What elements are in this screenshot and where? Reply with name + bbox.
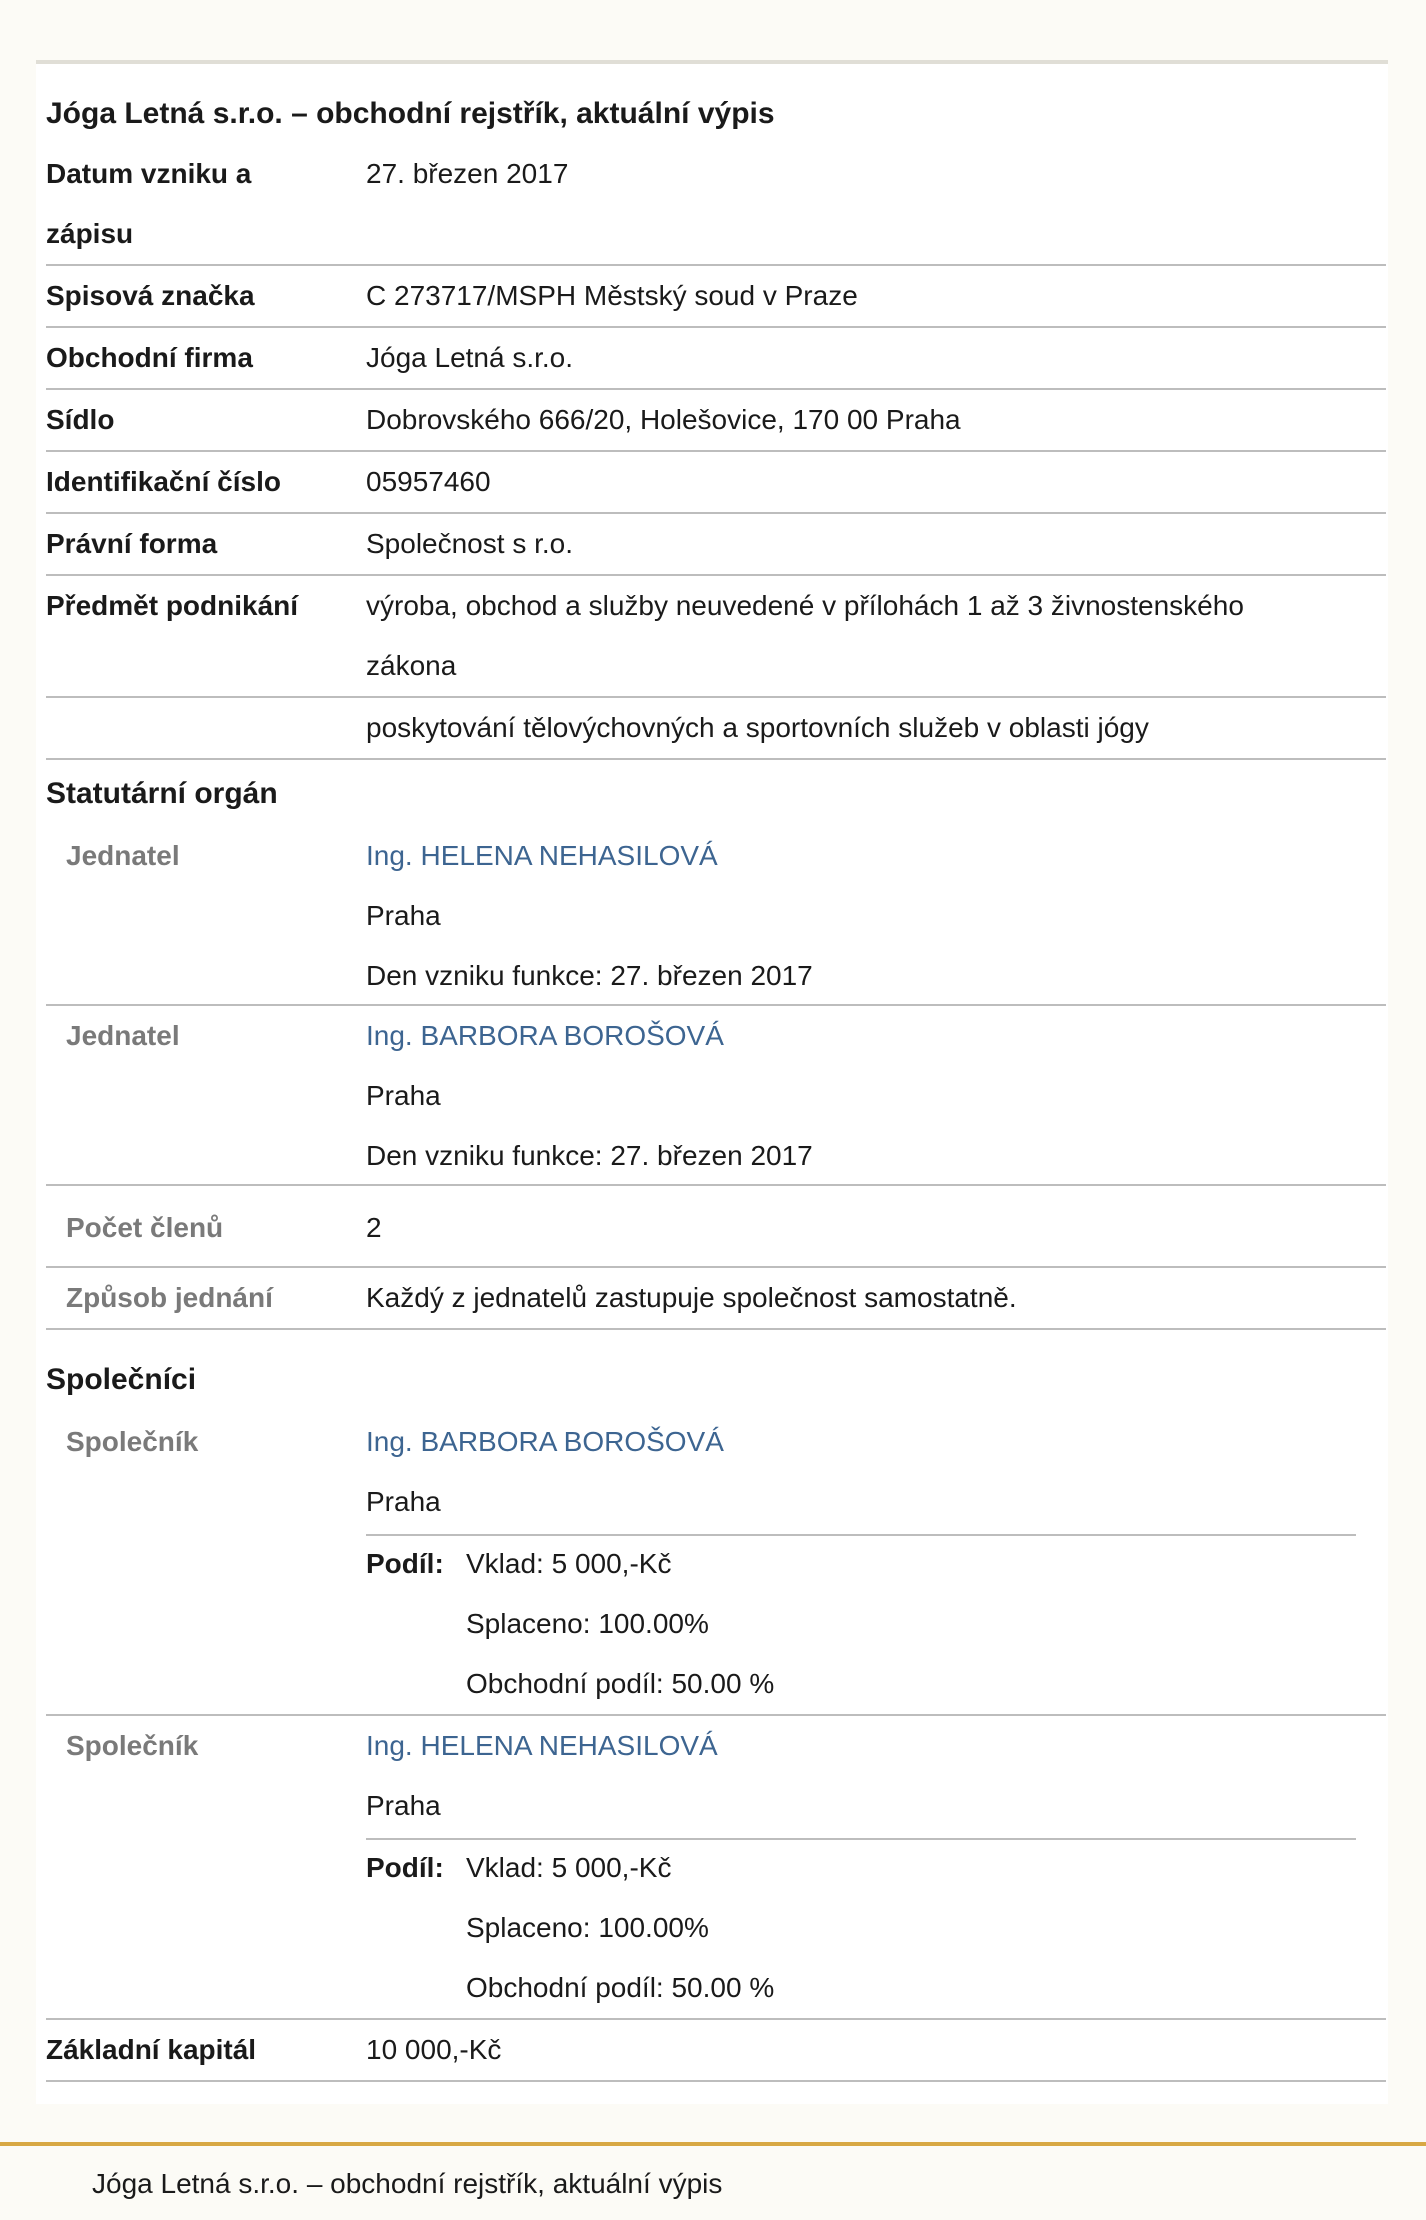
row-datum-vzniku (46, 144, 1386, 266)
row-zpusob-jednani (46, 1268, 1386, 1330)
podil-details (466, 1838, 774, 2018)
pocet-clenu-value: 2 (366, 1212, 382, 1243)
jednatel-name-link[interactable]: Ing. HELENA NEHASILOVÁ (366, 840, 718, 871)
row-predmet-2 (46, 698, 1386, 760)
spisova-znacka-label: Spisová značka (46, 280, 255, 311)
page-footer (0, 2142, 1426, 2220)
podil-label: Podíl: (366, 1548, 444, 1579)
predmet-value-2: poskytování tělovýchovných a sportovních služeb v oblasti jógy (366, 712, 1149, 743)
spolecnik-entry (46, 1716, 1386, 2020)
jednatel-city: Praha (366, 900, 441, 931)
vklad-value: Vklad: 5 000,-Kč (466, 1852, 672, 1883)
datum-vzniku-label-line-2: zápisu (46, 218, 134, 249)
jednatel-entry (46, 1006, 1386, 1186)
datum-vzniku-label-line-1: Datum vzniku a (46, 158, 252, 189)
basic-info-table (46, 144, 1386, 760)
footer-title: Jóga Letná s.r.o. – obchodní rejstřík, aktuální výpis (92, 2168, 723, 2199)
spolecnici-heading: Společníci (46, 1363, 197, 1396)
jednatel-entry (46, 826, 1386, 1006)
jednatel-since: Den vzniku funkce: 27. březen 2017 (366, 1140, 813, 1171)
spolecnik-details (366, 1716, 718, 1836)
sidlo-value: Dobrovského 666/20, Holešovice, 170 00 Praha (366, 404, 961, 435)
row-sidlo (46, 390, 1386, 452)
datum-vzniku-label (46, 144, 346, 264)
podil-label: Podíl: (366, 1852, 444, 1883)
vklad-value: Vklad: 5 000,-Kč (466, 1548, 672, 1579)
jednatel-since: Den vzniku funkce: 27. březen 2017 (366, 960, 813, 991)
pravni-forma-label: Právní forma (46, 528, 218, 559)
ico-value: 05957460 (366, 466, 491, 497)
jednatel-details (366, 1006, 813, 1186)
statutarni-heading: Statutární orgán (46, 777, 278, 810)
spisova-znacka-value: C 273717/MSPH Městský soud v Praze (366, 280, 858, 311)
obchodni-podil-value: Obchodní podíl: 50.00 % (466, 1972, 775, 2003)
predmet-value-1-line-1: výroba, obchod a služby neuvedené v přílohách 1 až 3 živnostenského (366, 590, 1244, 621)
register-extract (36, 64, 1388, 2104)
predmet-label: Předmět podnikání (46, 590, 299, 621)
zakladni-kapital-label: Základní kapitál (46, 2034, 257, 2065)
jednatel-details (366, 826, 813, 1006)
row-predmet-1 (46, 576, 1386, 698)
zpusob-jednani-label: Způsob jednání (66, 1282, 273, 1313)
obchodni-podil-value: Obchodní podíl: 50.00 % (466, 1668, 775, 1699)
pravni-forma-value: Společnost s r.o. (366, 528, 574, 559)
jednatel-name-link[interactable]: Ing. BARBORA BOROŠOVÁ (366, 1020, 724, 1051)
predmet-value-1 (366, 576, 1244, 696)
top-bar (36, 0, 1388, 64)
row-zakladni-kapital (46, 2020, 1386, 2082)
podil-details (466, 1534, 774, 1714)
jednatel-city: Praha (366, 1080, 441, 1111)
row-pravni-forma (46, 514, 1386, 576)
spolecnik-name-link[interactable]: Ing. BARBORA BOROŠOVÁ (366, 1426, 724, 1457)
splaceno-value: Splaceno: 100.00% (466, 1912, 709, 1943)
obchodni-firma-label: Obchodní firma (46, 342, 253, 373)
datum-vzniku-value: 27. březen 2017 (366, 158, 569, 189)
spolecnik-role-label: Společník (66, 1730, 199, 1761)
spolecnik-name-link[interactable]: Ing. HELENA NEHASILOVÁ (366, 1730, 718, 1761)
obchodni-firma-value: Jóga Letná s.r.o. (366, 342, 574, 373)
spolecnik-city: Praha (366, 1486, 441, 1517)
zpusob-jednani-value: Každý z jednatelů zastupuje společnost samostatně. (366, 1282, 1017, 1313)
zakladni-kapital-value: 10 000,-Kč (366, 2034, 502, 2065)
spolecnik-details (366, 1412, 724, 1532)
jednatel-role-label: Jednatel (66, 1020, 180, 1051)
splaceno-value: Splaceno: 100.00% (466, 1608, 709, 1639)
row-ico (46, 452, 1386, 514)
spolecnik-city: Praha (366, 1790, 441, 1821)
pocet-clenu-label: Počet členů (66, 1212, 224, 1243)
sidlo-label: Sídlo (46, 404, 115, 435)
document-title: Jóga Letná s.r.o. – obchodní rejstřík, aktuální výpis (46, 97, 775, 130)
jednatel-role-label: Jednatel (66, 840, 180, 871)
row-spisova-znacka (46, 266, 1386, 328)
spolecnik-role-label: Společník (66, 1426, 199, 1457)
predmet-value-1-line-2: zákona (366, 650, 457, 681)
row-pocet-clenu (46, 1186, 1386, 1268)
row-obchodni-firma (46, 328, 1386, 390)
ico-label: Identifikační číslo (46, 466, 281, 497)
spolecnik-entry (46, 1412, 1386, 1716)
